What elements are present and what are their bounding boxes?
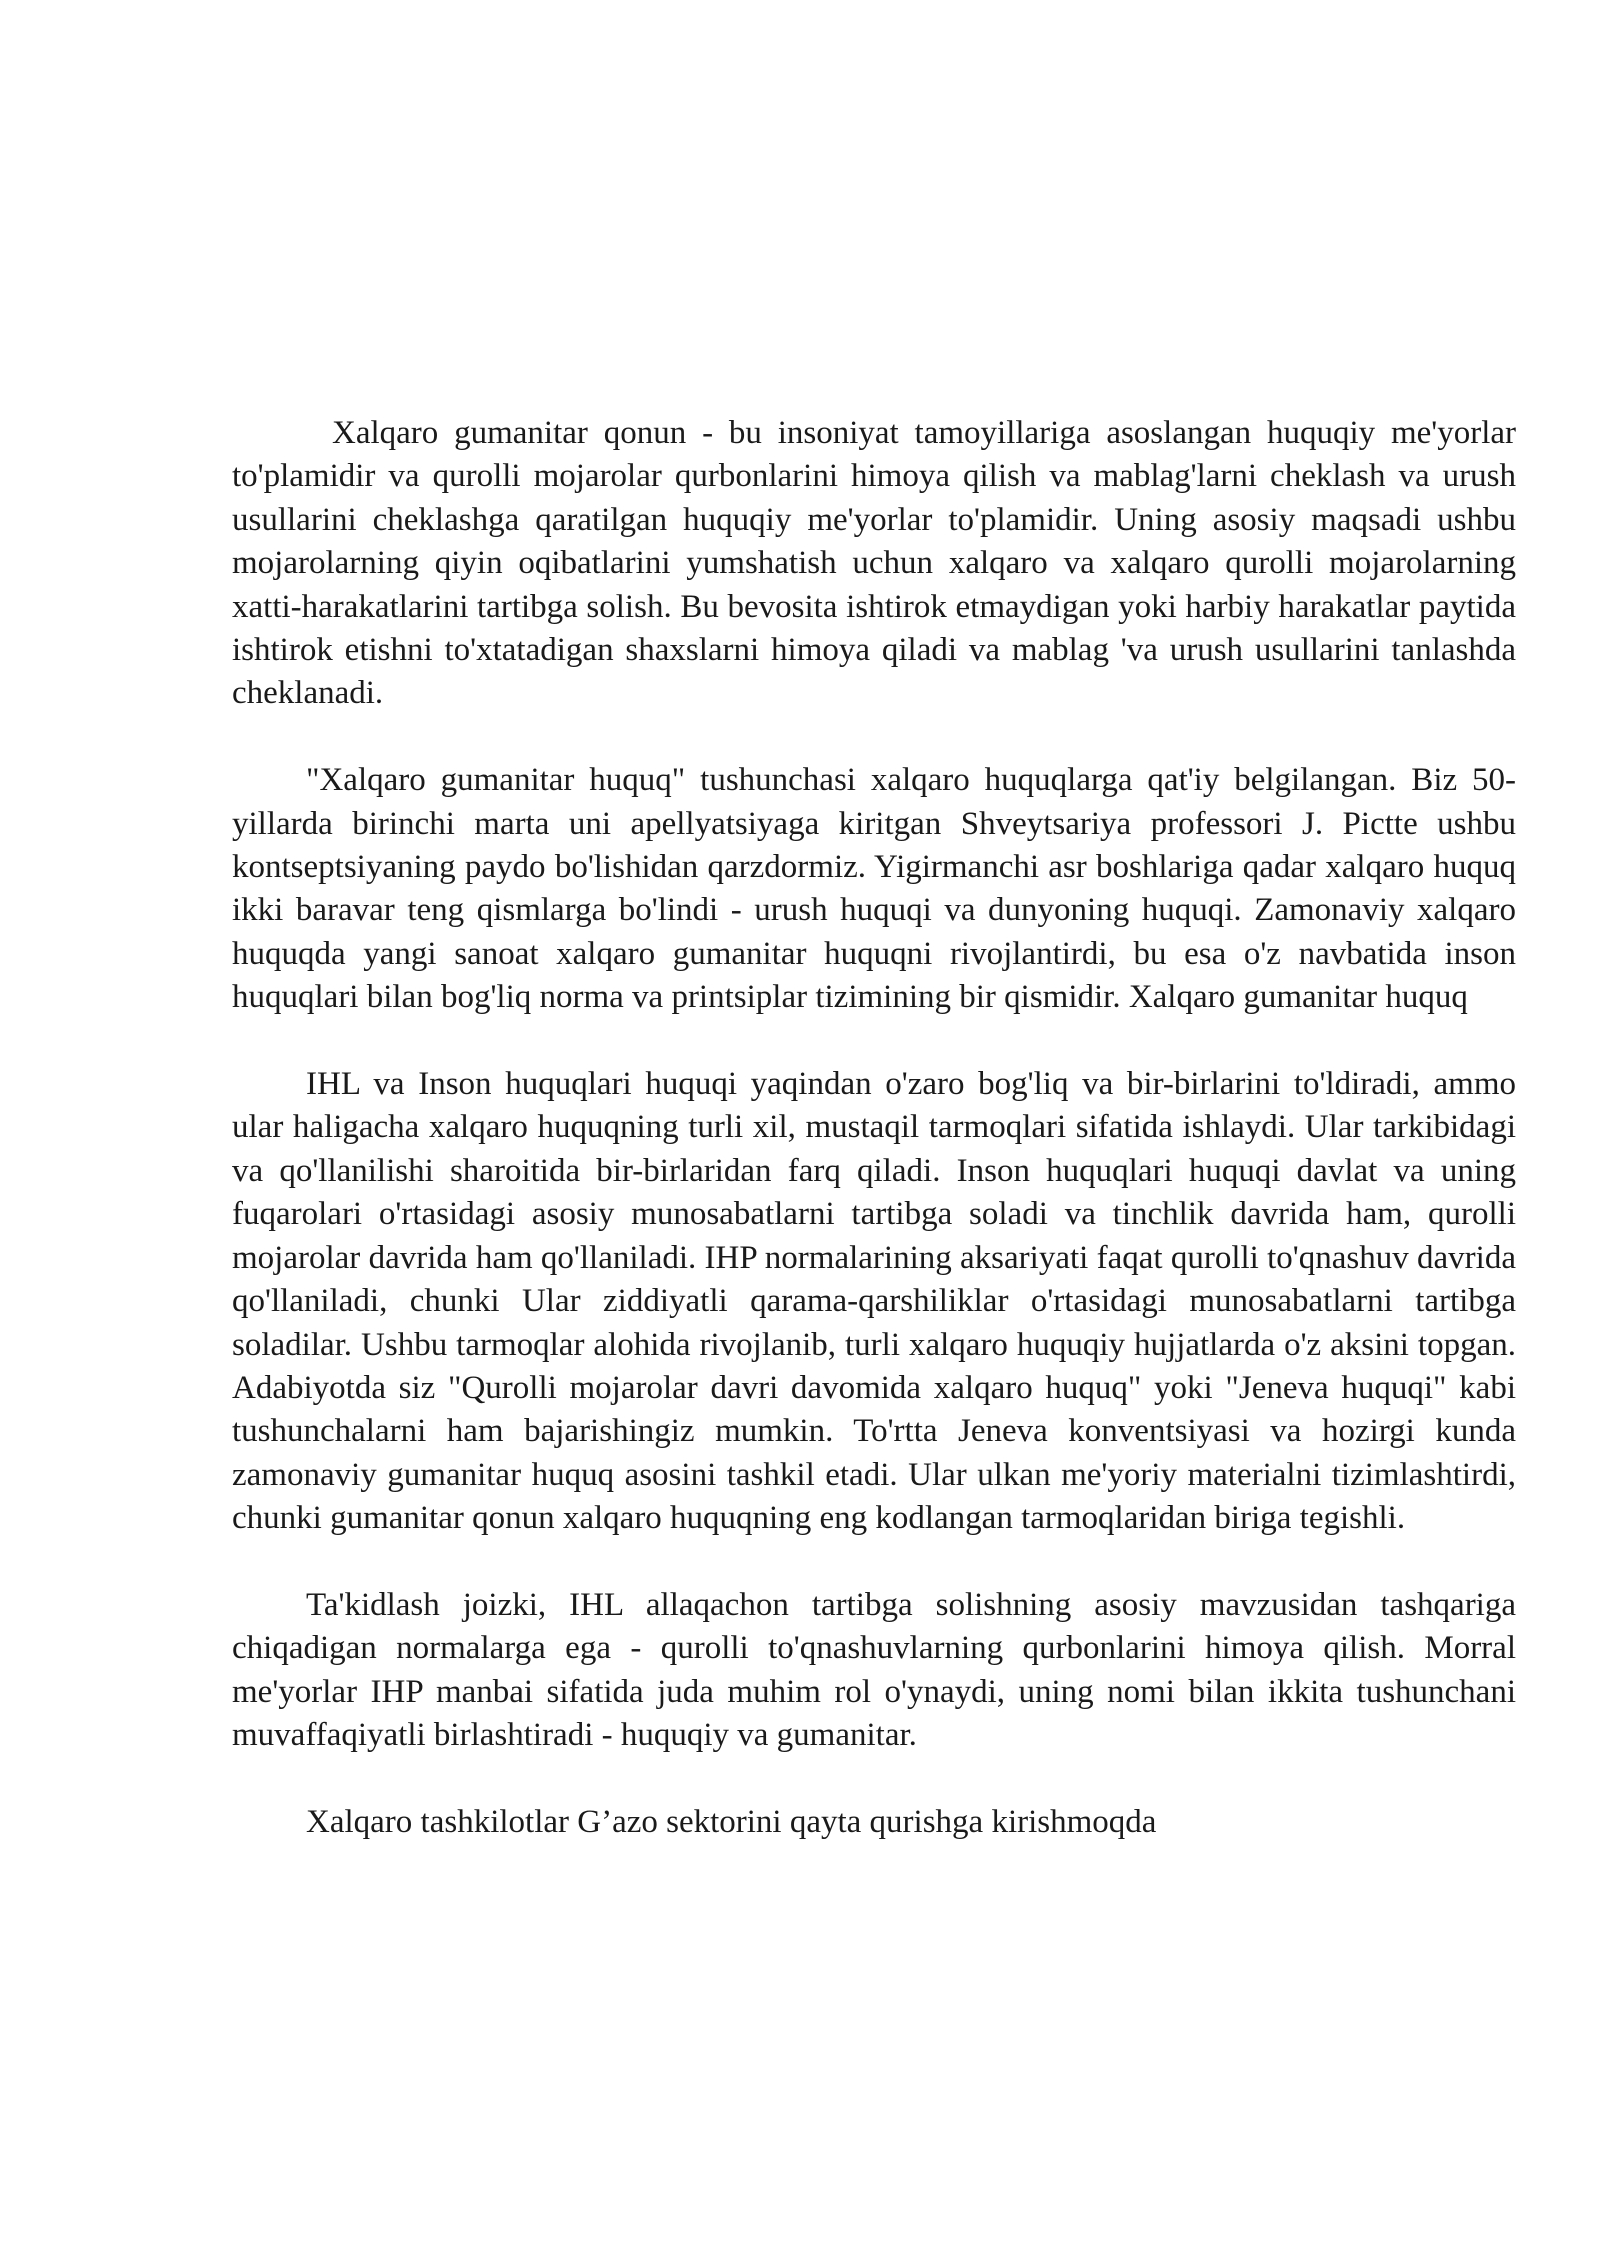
paragraph-3: IHL va Inson huquqlari huquqi yaqindan o'zaro bog'liq va bir-birlarini to'ldiradi, ammo ular haligacha xalqaro huquqning turli xil, mustaqil tarmoqlari sifatida ishlaydi. Ular tarkibidagi va qo'llanilishi sharoitida bir-birlaridan farq qiladi. Inson huquqlari huquqi davlat va uning fuqarolari o'rtasidagi asosiy munosabatlarni tartibga soladi va tinchlik davrida ham, qurolli mojarolar davrida ham qo'llaniladi. IHP normalarining aksariyati faqat qurolli to'qnashuv davrida qo'llaniladi, chunki Ular ziddiyatli qarama-qarshiliklar o'rtasidagi munosabatlarni tartibga soladilar. Ushbu tarmoqlar alohida rivojlanib, turli xalqaro huquqiy hujjatlarda o'z aksini topgan. Adabiyotda siz "Qurolli mojarolar davri davomida xalqaro huquq" yoki "Jeneva huquqi" kabi tushunchalarni ham bajarishingiz mumkin. To'rtta Jeneva konventsiyasi va hozirgi kunda zamonaviy gumanitar huquq asosini tashkil etadi. Ular ulkan me'yoriy materialni tizimlashtirdi, chunki gumanitar qonun xalqaro huquqning eng kodlangan tarmoqlaridan biriga tegishli. <box>232 1066 1516 1537</box>
paragraph-5: Xalqaro tashkilotlar G’azo sektorini qayta qurishga kirishmoqda <box>306 1803 1157 1840</box>
paragraph-1: Xalqaro gumanitar qonun - bu insoniyat tamoyillariga asoslangan huquqiy me'yorlar to'plamidir va qurolli mojarolar qurbonlarini himoya qilish va mablag'larni cheklash va urush usullarini cheklashga qaratilgan huquqiy me'yorlar to'plamidir. Uning asosiy maqsadi ushbu mojarolarning qiyin oqibatlarini yumshatish uchun xalqaro va xalqaro qurolli mojarolarning xatti-harakatlarini tartibga solish. Bu bevosita ishtirok etmaydigan yoki harbiy harakatlar paytida ishtirok etishni to'xtatadigan shaxslarni himoya qiladi va mablag 'va urush usullarini tanlashda cheklanadi. <box>232 415 1516 712</box>
paragraph-2: "Xalqaro gumanitar huquq" tushunchasi xalqaro huquqlarga qat'iy belgilangan. Biz 50-yillarda birinchi marta uni apellyatsiyaga kiritgan Shveytsariya professori J. Pictte ushbu kontseptsiyaning paydo bo'lishidan qarzdormiz. Yigirmanchi asr boshlariga qadar xalqaro huquq ikki baravar teng qismlarga bo'lindi - urush huquqi va dunyoning huquqi. Zamonaviy xalqaro huquqda yangi sanoat xalqaro gumanitar huquqni rivojlantirdi, bu esa o'z navbatida inson huquqlari bilan bog'liq norma va printsiplar tizimining bir qismidir. Xalqaro gumanitar huquq <box>232 762 1516 1016</box>
paragraph-4: Ta'kidlash joizki, IHL allaqachon tartibga solishning asosiy mavzusidan tashqariga chiqadigan normalarga ega - qurolli to'qnashuvlarning qurbonlarini himoya qilish. Morral me'yorlar IHP manbai sifatida juda muhim rol o'ynaydi, uning nomi bilan ikkita tushunchani muvaffaqiyatli birlashtiradi - huquqiy va gumanitar. <box>232 1586 1516 1754</box>
document-body <box>232 412 1516 1844</box>
